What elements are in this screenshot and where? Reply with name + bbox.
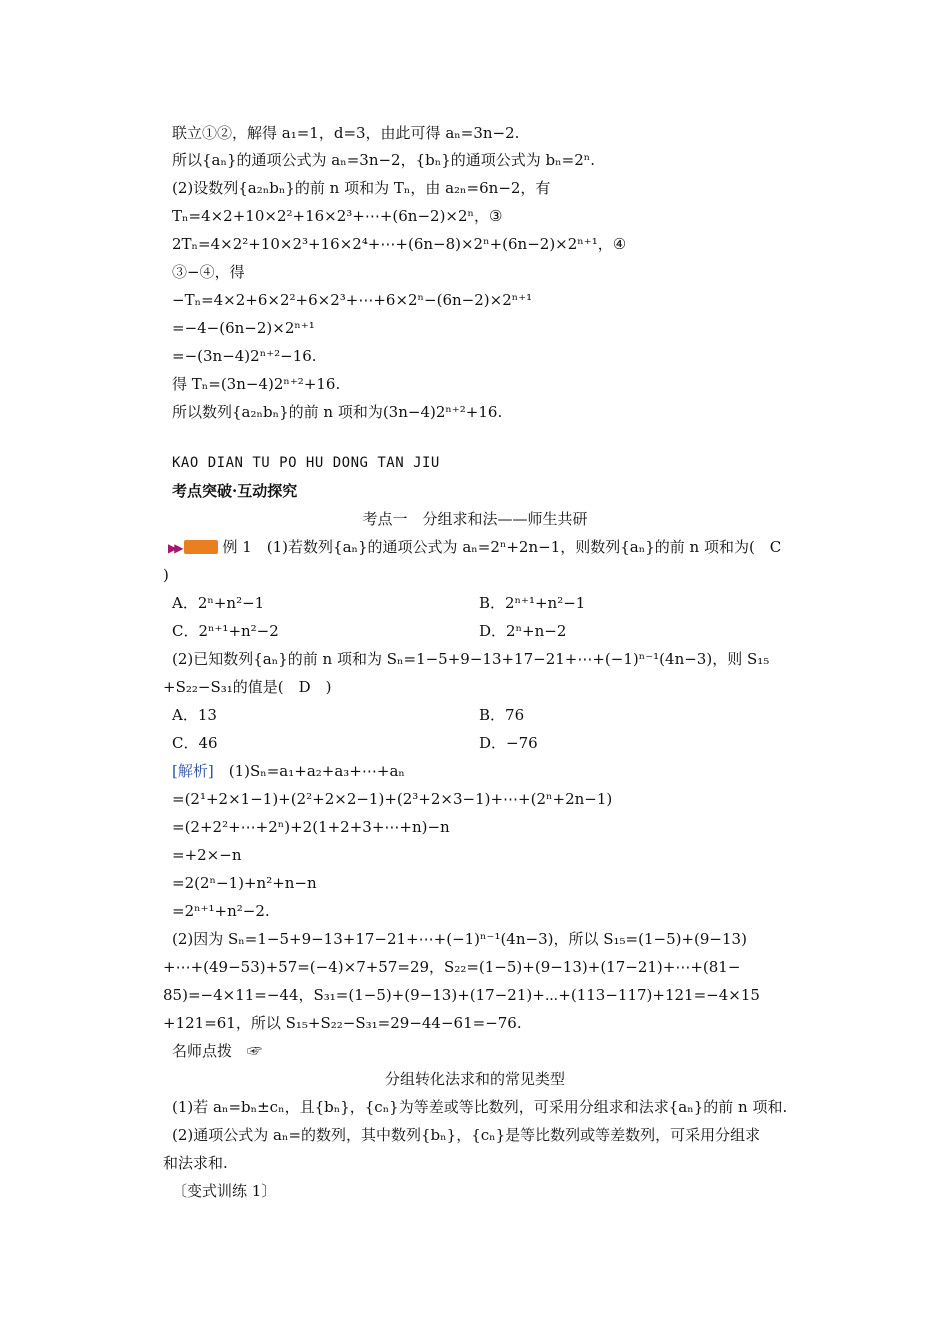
- line-part2: (2)设数列{a₂ₙbₙ}的前 n 项和为 Tₙ，由 a₂ₙ=6n−2，有: [172, 179, 551, 197]
- line-conclusion: 所以数列{a₂ₙbₙ}的前 n 项和为(3n−4)2ⁿ⁺²+16.: [172, 403, 503, 421]
- tip-item-1: (1)若 aₙ=bₙ±cₙ，且{bₙ}，{cₙ}为等差或等比数列，可采用分组求和法求{aₙ}的前 n 项和.: [172, 1098, 788, 1116]
- line-general-term: 所以{aₙ}的通项公式为 aₙ=3n−2，{bₙ}的通项公式为 bₙ=2ⁿ.: [172, 151, 596, 169]
- section-heading: 考点突破·互动探究: [172, 482, 298, 500]
- line-neg-t: −Tₙ=4×2+6×2²+6×2³+⋯+6×2ⁿ−(6n−2)×2ⁿ⁺¹: [172, 291, 533, 309]
- tip-heading: 名师点拨 ☞: [172, 1042, 263, 1060]
- example-1-line: [168, 537, 781, 558]
- example-badge-icon: [184, 540, 218, 554]
- example-1-close: ): [163, 566, 169, 584]
- option-a-2: A．13: [172, 706, 217, 724]
- sum-step-5: =2ⁿ⁺¹+n²−2.: [172, 902, 270, 920]
- option-c-1: C．2ⁿ⁺¹+n²−2: [172, 622, 279, 640]
- option-a-1: A．2ⁿ+n²−1: [172, 594, 265, 612]
- option-b-1: B．2ⁿ⁺¹+n²−1: [479, 594, 586, 612]
- option-c-2: C．46: [172, 734, 218, 752]
- line-step-1: =−4−(6n−2)×2ⁿ⁺¹: [172, 319, 315, 337]
- part2-line-2: +⋯+(49−53)+57=(−4)×7+57=29，S₂₂=(1−5)+(9−13)+(17−21)+⋯+(81−: [163, 958, 741, 976]
- analysis-line: [172, 761, 405, 781]
- tip-title: 分组转化法求和的常见类型: [384, 1070, 565, 1088]
- sum-step-4: =2(2ⁿ−1)+n²+n−n: [172, 874, 317, 892]
- part2-line-4: +121=61，所以 S₁₅+S₂₂−S₃₁=29−44−61=−76.: [163, 1014, 522, 1032]
- equation-4: 2Tₙ=4×2²+10×2³+16×2⁴+⋯+(6n−8)×2ⁿ+(6n−2)×2ⁿ⁺¹，④: [172, 235, 627, 253]
- part2-line-1: (2)因为 Sₙ=1−5+9−13+17−21+⋯+(−1)ⁿ⁻¹(4n−3)，所以 S₁₅=(1−5)+(9−13): [172, 930, 747, 948]
- sum-step-1: =(2¹+2×1−1)+(2²+2×2−1)+(2³+2×3−1)+⋯+(2ⁿ+2n−1): [172, 790, 613, 808]
- equation-3: Tₙ=4×2+10×2²+16×2³+⋯+(6n−2)×2ⁿ，③: [172, 207, 503, 225]
- line-solve: 联立①②，解得 a₁=1，d=3，由此可得 aₙ=3n−2.: [172, 124, 520, 142]
- line-step-2: =−(3n−4)2ⁿ⁺²−16.: [172, 347, 317, 365]
- line-result: 得 Tₙ=(3n−4)2ⁿ⁺²+16.: [172, 375, 341, 393]
- analysis-text: (1)Sₙ=a₁+a₂+a₃+⋯+aₙ: [213, 762, 405, 780]
- analysis-label: [解析]: [172, 762, 214, 780]
- option-b-2: B．76: [479, 706, 525, 724]
- example-1-text: 例 1 (1)若数列{aₙ}的通项公式为 aₙ=2ⁿ+2n−1，则数列{aₙ}的前 n 项和为( C: [222, 538, 782, 556]
- sum-step-2: =(2+2²+⋯+2ⁿ)+2(1+2+3+⋯+n)−n: [172, 818, 450, 836]
- example-2-line: (2)已知数列{aₙ}的前 n 项和为 Sₙ=1−5+9−13+17−21+⋯+(−1)ⁿ⁻¹(4n−3)，则 S₁₅: [172, 650, 770, 668]
- tip-item-2-cont: 和法求和.: [163, 1154, 228, 1172]
- pinyin-heading: KAO DIAN TU PO HU DONG TAN JIU: [172, 455, 440, 471]
- example-2-cont: +S₂₂−S₃₁的值是( D ): [163, 678, 332, 696]
- topic-heading: 考点一 分组求和法——师生共研: [362, 510, 588, 528]
- part2-line-3: 85)=−4×11=−44，S₃₁=(1−5)+(9−13)+(17−21)+⋯+(113−117)+121=−4×15: [163, 986, 760, 1004]
- tip-item-2: (2)通项公式为 aₙ=的数列，其中数列{bₙ}，{cₙ}是等比数列或等差数列，可采用分组求: [172, 1126, 761, 1144]
- double-arrow-icon: ▶▶: [168, 541, 181, 555]
- variant-training-heading: 〔变式训练 1〕: [172, 1182, 277, 1200]
- option-d-1: D．2ⁿ+n−2: [479, 622, 567, 640]
- option-d-2: D．−76: [479, 734, 538, 752]
- sum-step-3: =+2×−n: [172, 846, 242, 864]
- line-subtract: ③−④，得: [172, 263, 245, 281]
